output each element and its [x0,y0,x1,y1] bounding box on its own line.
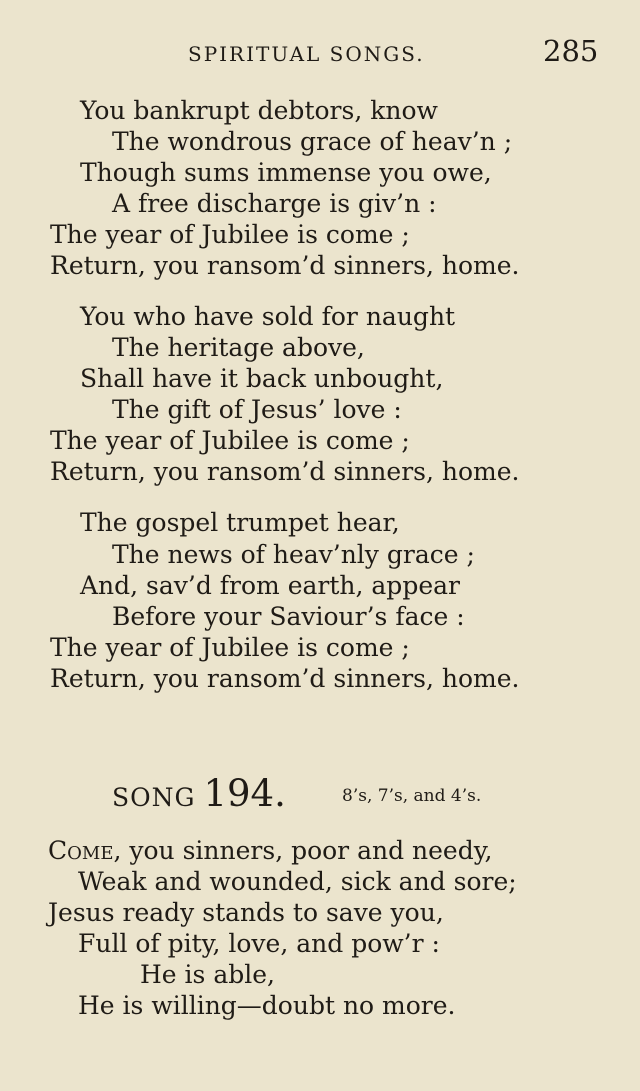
song-meter: 8’s, 7’s, and 4’s. [342,786,482,806]
verse-line: Jesus ready stands to save you, [48,898,444,927]
verse-line: The year of Jubilee is come ; [50,220,410,249]
verse-line: You who have sold for naught [80,302,456,331]
first-word-initial: C [48,836,68,865]
verse-line: The news of heav’nly grace ; [112,540,475,569]
verse-line: The gift of Jesus’ love : [112,395,402,424]
song-heading [112,772,286,815]
verse-line: The year of Jubilee is come ; [50,633,410,662]
first-word-smallcaps: OME [67,843,114,864]
verse-line: Before your Saviour’s face : [112,602,465,631]
verse-line: The wondrous grace of heav’n ; [112,127,513,156]
verse-line [48,836,493,869]
verse-line: Weak and wounded, sick and sore; [78,867,517,896]
first-line-rest: , you sinners, poor and needy, [113,836,493,865]
verse-line: He is able, [140,960,275,989]
verse-line: And, sav’d from earth, appear [80,571,460,600]
verse-line: Full of pity, love, and pow’r : [78,929,440,958]
song-label: SONG [112,783,196,812]
song-number: 194. [203,772,286,815]
running-title: SPIRITUAL SONGS. [188,42,425,66]
verse-line: He is willing—doubt no more. [78,991,456,1020]
verse-line: Return, you ransom’d sinners, home. [50,457,520,486]
verse-line: Return, you ransom’d sinners, home. [50,664,520,693]
page-number: 285 [543,34,599,68]
verse-line: The year of Jubilee is come ; [50,426,410,455]
verse-line: Shall have it back unbought, [80,364,444,393]
verse-line: A free discharge is giv’n : [112,189,437,218]
verse-line: The heritage above, [112,333,365,362]
verse-line: Return, you ransom’d sinners, home. [50,251,520,280]
verse-line: Though sums immense you owe, [80,158,492,187]
verse-line: The gospel trumpet hear, [80,508,400,537]
verse-line: You bankrupt debtors, know [80,96,438,125]
